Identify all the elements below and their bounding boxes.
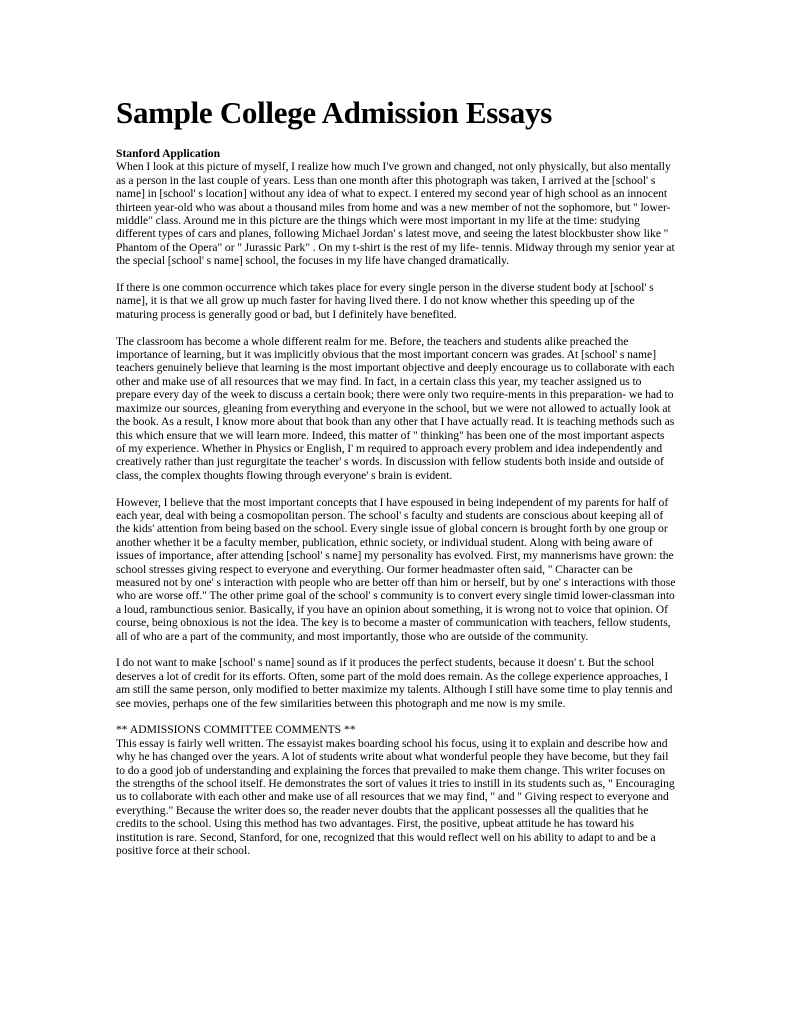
essay-subheading: Stanford Application bbox=[116, 147, 221, 160]
essay-paragraph-2: If there is one common occurrence which takes place for every single person in the diverse student body at [school' s name], it is that we all grow up much faster for having lived there. I do not know whether this speeding up of the maturing process is generally good or bad, but I definitely have benefited. bbox=[116, 281, 654, 321]
comments-heading: ** ADMISSIONS COMMITTEE COMMENTS ** bbox=[116, 723, 356, 737]
document-page bbox=[116, 95, 676, 871]
essay-paragraph-4: However, I believe that the most important concepts that I have espoused in being independent of my parents for half of each year, deal with being a cosmopolitan person. The school' s faculty and students are conscious about keeping all of the kids' attention from being based on the school. Every single issue of global concern is brought forth by one group or another whether it be a faculty member, publication, ethnic society, or individual student. Along with being aware of issues of importance, after attending [school' s name] my personality has evolved. First, my mannerisms have grown: the school stresses giving respect to everyone and everything. Our former headmaster often said, " Character can be measured not by one' s interaction with people who are better off than him or herself, but by one' s interactions with those who are worse off." The other prime goal of the school' s community is to convert every single timid lower-classman into a loud, rambunctious senior. Basically, if you have an opinion about something, it is wrong not to voice that opinion. Of course, being obnoxious is not the idea. The key is to become a master of communication with teachers, fellow students, all of who are a part of the community, and most importantly, those who are outside of the community. bbox=[116, 495, 676, 643]
essay-paragraph-3: The classroom has become a whole different realm for me. Before, the teachers and students alike preached the importance of learning, but it was implicitly obvious that the most important concern was grades. At [school' s name] teachers genuinely believe that learning is the most important objective and deeply encourage us to collaborate with each other and make use of all resources that we may find. In fact, in a certain class this year, my teacher assigned us to prepare every day of the week to discuss a certain book; there were only two require-ments in this preparation- we had to maximize our sources, gleaning from everything and everyone in the school, but we were not allowed to actually look at the book. As a result, I know more about that book than any other that I have actually read. It is teaching methods such as this which ensure that we will learn more. Indeed, this matter of " thinking" has been one of the most important aspects of my experience. Whether in Physics or English, I' m required to approach every problem and idea independently and creatively rather than just regurgitate the teacher' s words. In discussion with fellow students both inside and outside of class, the complex thoughts flowing through everyone' s brain is evident. bbox=[116, 334, 675, 482]
essay-paragraph-5: I do not want to make [school' s name] sound as if it produces the perfect students, because it doesn' t. But the school deserves a lot of credit for its efforts. Often, some part of the mold does remain. As the college experience approaches, I am still the same person, only modified to better maximize my talents. Although I still have some time to play tennis and see movies, perhaps one of the few similarities between this photograph and me now is my smile. bbox=[116, 656, 673, 710]
comments-paragraph: This essay is fairly well written. The essayist makes boarding school his focus, using it to explain and describe how and why he has changed over the years. A lot of students write about what wonderful people they have become, but they fail to do a good job of understanding and explaining the forces that prevailed to make them change. This writer focuses on the strengths of the school itself. He demonstrates the sort of values it tries to instill in its students such as, " Encouraging us to collaborate with each other and make use of all resources that we may find, " and " Giving respect to everyone and everything." Because the writer does so, the reader never doubts that the applicant possesses all the qualities that he credits to the school. Using this method has two advantages. First, the positive, upbeat attitude he has toward his institution is rare. Second, Stanford, for one, recognized that this would reflect well on his ability to adapt to and be a positive force at their school. bbox=[116, 736, 675, 858]
essay-paragraph-1: When I look at this picture of myself, I realize how much I've grown and changed, not only physically, but also mentally as a person in the last couple of years. Less than one month after this photograph was taken, I arrived at the [school' s name] in [school' s location] without any idea of what to expect. I entered my second year of high school as an innocent thirteen year-old who was about a thousand miles from home and was a new member of not the sophomore, but " lower-middle" class. Around me in this picture are the things which were most important in my life at the time: studying different types of cars and planes, following Michael Jordan' s latest move, and seeing the latest blockbuster show like " Phantom of the Opera" or " Jurassic Park" . On my t-shirt is the rest of my life- tennis. Midway through my senior year at the special [school' s name] school, the focuses in my life have changed dramatically. bbox=[116, 160, 675, 268]
page-title: Sample College Admission Essays bbox=[116, 95, 552, 130]
